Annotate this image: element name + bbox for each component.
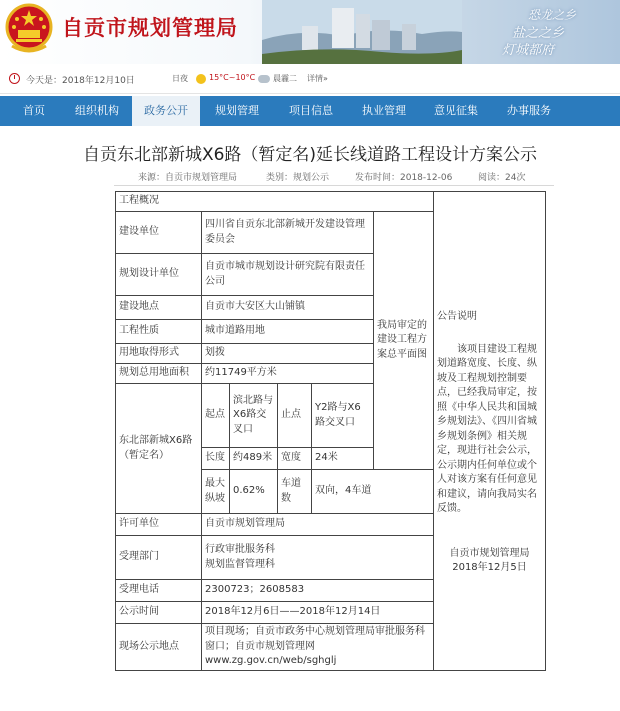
notice-table	[115, 191, 546, 671]
slogan-line-1: 恐龙之乡	[528, 8, 577, 22]
nav-opinion-collection[interactable]: 意见征集	[434, 104, 478, 117]
cell-phone-label: 受理电话	[116, 580, 202, 602]
nav-practice-management[interactable]: 执业管理	[362, 104, 406, 117]
cell-plan-drawing: 我局审定的建设工程方案总平面图	[374, 212, 434, 470]
cell-width-value: 24米	[312, 448, 374, 470]
article-title: 自贡东北部新城X6路（暂定名)延长线道路工程设计方案公示	[82, 145, 538, 165]
notice-note	[434, 192, 546, 671]
cell-end-value: Y2路与X6路交叉口	[312, 384, 374, 448]
cell-phone-value: 2300723；2608583	[202, 580, 434, 602]
cell-start-label: 起点	[202, 384, 230, 448]
cell-width-label: 宽度	[278, 448, 312, 470]
note-body: 该项目建设工程规划道路宽度、长度、纵坡及工程规划控制要点，已经我局审定，按照《中华人民共和国城乡规划法》、《四川省城乡规划条例》相关规定，现进行社会公示，公示期内任何单位或个人对该方案有任何意见和建议，请向我局实名反馈。	[437, 343, 537, 514]
meta-source: 来源：自贡市规划管理局	[138, 173, 238, 183]
nav-planning-management[interactable]: 规划管理	[215, 104, 259, 117]
cell-period-label: 公示时间	[116, 602, 202, 624]
weather-detail-link[interactable]: 详情»	[307, 74, 328, 83]
cell-area-value: 约11749平方米	[202, 364, 374, 384]
cell-permit-value: 自贡市规划管理局	[202, 514, 434, 536]
cell-site-value[interactable]: 项目现场；自贡市政务中心规划管理局审批服务科窗口；自贡市规划管理网www.zg.gov.cn/web/sghglj	[202, 624, 434, 671]
cell-start-value: 滨北路与X6路交叉口	[230, 384, 278, 448]
main-nav	[0, 96, 620, 126]
nav-project-info[interactable]: 项目信息	[289, 104, 333, 117]
cell-length-value: 约489米	[230, 448, 278, 470]
note-date: 2018年12月5日	[452, 562, 527, 573]
cell-design-unit-label: 规划设计单位	[116, 254, 202, 296]
cell-build-unit-value: 四川省自贡东北部新城开发建设管理委员会	[202, 212, 374, 254]
info-bar	[0, 64, 620, 94]
cloud-icon	[258, 75, 270, 83]
cell-slope-label: 最大纵坡	[202, 470, 230, 514]
note-signer: 自贡市规划管理局	[449, 547, 530, 559]
cell-dept-label: 受理部门	[116, 536, 202, 580]
cell-nature-value: 城市道路用地	[202, 320, 374, 344]
cell-site-label: 现场公示地点	[116, 624, 202, 671]
slogan	[490, 6, 608, 56]
dept-value-2: 规划监督管理科	[205, 558, 275, 570]
article-meta	[0, 168, 620, 186]
cell-design-unit-value: 自贡市城市规划设计研究院有限责任公司	[202, 254, 374, 296]
slogan-line-3: 灯城都府	[502, 43, 555, 58]
site-header	[0, 0, 620, 64]
cell-dept-value	[202, 536, 434, 580]
meta-divider	[114, 185, 554, 186]
cell-lanes-label: 车道数	[278, 470, 312, 514]
site-title[interactable]: 自贡市规划管理局	[62, 16, 238, 40]
nav-services[interactable]: 办事服务	[507, 104, 551, 117]
cell-nature-label: 工程性质	[116, 320, 202, 344]
city-skyline-image	[262, 0, 462, 64]
cell-period-value: 2018年12月6日——2018年12月14日	[202, 602, 434, 624]
slogan-line-2: 盐之之乡	[512, 26, 565, 41]
meta-category: 类别：规划公示	[266, 173, 330, 183]
cell-lanes-value: 双向，4车道	[312, 470, 434, 514]
temperature: 15°C~10°C	[209, 73, 256, 82]
note-title: 公告说明	[437, 311, 477, 322]
cell-area-label: 规划总用地面积	[116, 364, 202, 384]
cell-road-name: 东北部新城X6路（暂定名）	[116, 384, 202, 514]
today-date: 今天是：2018年12月10日	[26, 76, 135, 86]
nav-organization[interactable]: 组织机构	[75, 104, 119, 117]
cell-end-label: 止点	[278, 384, 312, 448]
cell-overview: 工程概况	[116, 192, 434, 212]
sun-icon	[196, 74, 206, 84]
national-emblem-icon	[4, 2, 54, 56]
cell-slope-value: 0.62%	[230, 470, 278, 514]
cell-location-value: 自贡市大安区大山铺镇	[202, 296, 374, 320]
nav-government-affairs[interactable]: 政务公开	[132, 96, 200, 126]
meta-views: 阅读：24次	[478, 173, 526, 183]
cell-permit-label: 许可单位	[116, 514, 202, 536]
nav-home[interactable]: 首页	[23, 104, 45, 117]
meta-published: 发布时间：2018-12-06	[355, 173, 453, 183]
cell-length-label: 长度	[202, 448, 230, 470]
cell-location-label: 建设地点	[116, 296, 202, 320]
weather-today: 日夜	[172, 74, 188, 83]
cell-land-value: 划拨	[202, 344, 374, 364]
clock-icon	[9, 73, 20, 84]
cell-build-unit-label: 建设单位	[116, 212, 202, 254]
weather-next: 晨霾二	[273, 74, 297, 83]
dept-value-1: 行政审批服务科	[205, 544, 275, 555]
cell-land-label: 用地取得形式	[116, 344, 202, 364]
